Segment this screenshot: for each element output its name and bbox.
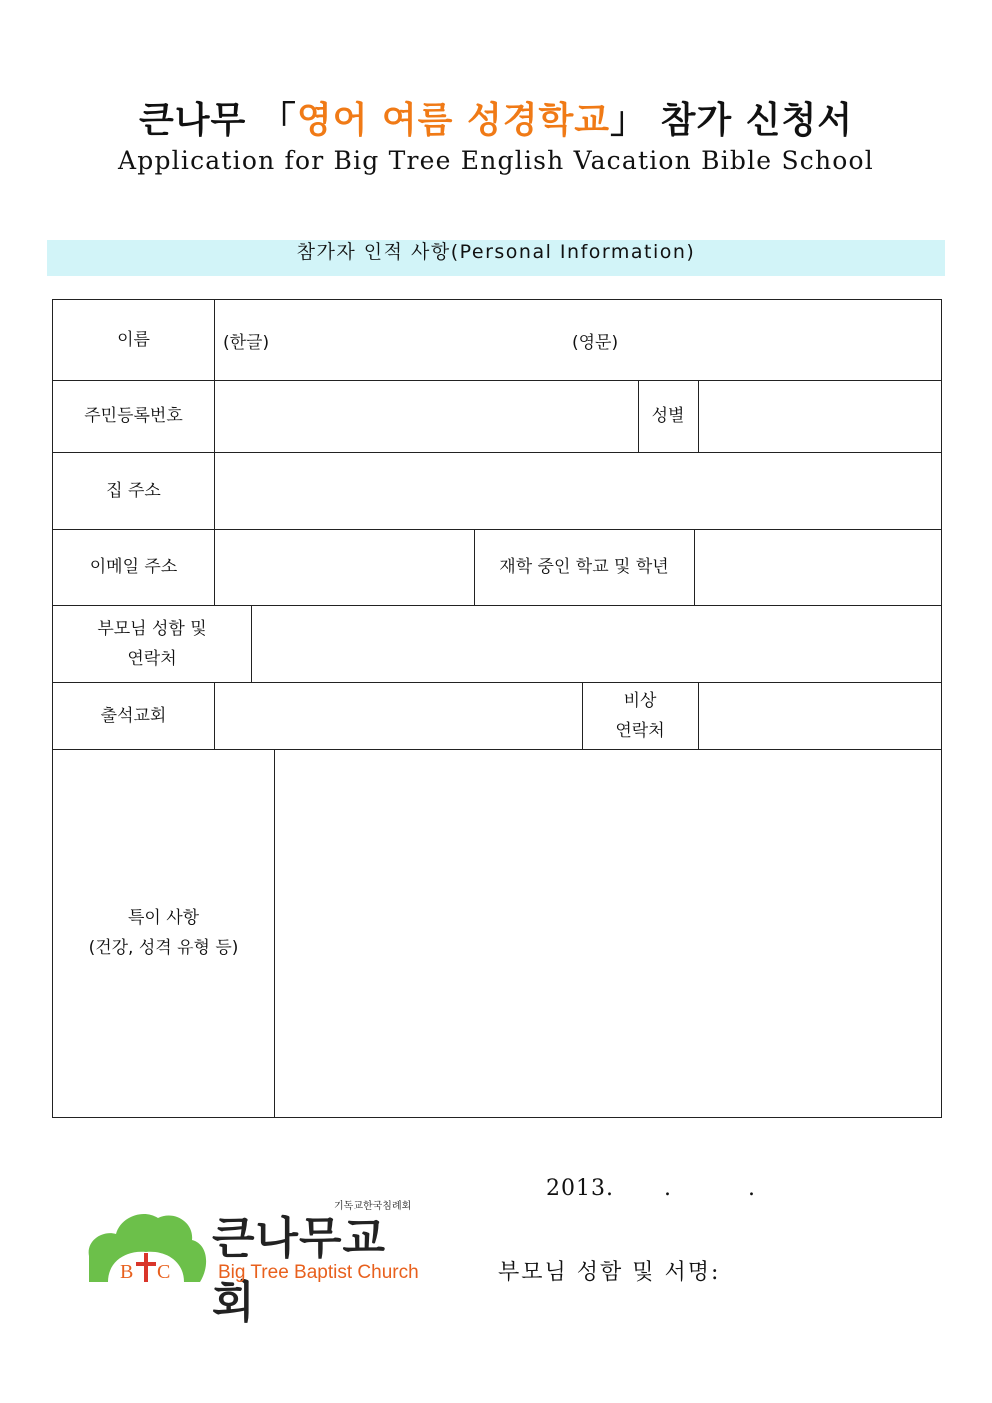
emergency-label — [582, 682, 698, 749]
address-label: 집 주소 — [106, 480, 161, 501]
rrn-field[interactable] — [215, 381, 638, 452]
email-label: 이메일 주소 — [89, 557, 178, 577]
title-prefix: 큰나무 「 — [138, 100, 297, 141]
logo-name-ko: 큰나무교회 — [212, 1213, 387, 1328]
name-label: 이름 — [117, 330, 150, 350]
tree-logo-icon — [84, 1196, 214, 1286]
notes-label-line2: (건강, 성격 유형 등) — [88, 938, 239, 958]
name-english-label: (영문) — [572, 333, 619, 353]
church-field[interactable] — [215, 683, 582, 749]
section-header: 참가자 인적 사항(Personal Information) — [47, 240, 945, 276]
emergency-label-line2: 연락처 — [615, 720, 665, 741]
notes-label — [53, 749, 274, 1117]
title-suffix: 」 참가 신청서 — [610, 100, 854, 141]
notes-field[interactable] — [275, 750, 941, 1117]
rrn-label: 주민등록번호 — [84, 406, 183, 426]
school-field[interactable] — [695, 530, 941, 605]
church-label: 출석교회 — [100, 705, 167, 726]
notes-label-line1: 특이 사항 — [127, 908, 200, 928]
date-year: 2013. — [546, 1176, 614, 1201]
email-field[interactable] — [215, 530, 474, 605]
form-title — [0, 92, 992, 143]
parent-label-line2: 연락처 — [127, 648, 177, 669]
emergency-label-line1: 비상 — [623, 690, 657, 711]
gender-field[interactable] — [699, 381, 941, 452]
emergency-field[interactable] — [699, 683, 941, 749]
name-korean-field[interactable] — [285, 308, 561, 372]
application-form — [52, 299, 942, 1118]
date-month-dot: . — [663, 1176, 672, 1201]
signature-label: 부모님 성함 및 서명: — [498, 1260, 721, 1285]
date-day-dot: . — [747, 1176, 756, 1201]
name-korean-label: (한글) — [223, 333, 270, 353]
logo-denomination: 기독교한국침례회 — [334, 1201, 412, 1212]
title-highlight: 영어 여름 성경학교 — [296, 100, 611, 141]
form-title-english: Application for Big Tree English Vacation Bible School — [118, 146, 874, 175]
address-field[interactable] — [215, 453, 941, 529]
svg-text:B: B — [120, 1261, 134, 1283]
gender-label: 성별 — [651, 406, 685, 426]
parent-label — [53, 605, 251, 682]
name-english-field[interactable] — [633, 308, 933, 372]
church-logo — [84, 1196, 424, 1328]
logo-name-en: Big Tree Baptist Church — [218, 1262, 419, 1283]
school-label: 재학 중인 학교 및 학년 — [499, 557, 669, 577]
parent-label-line1: 부모님 성함 및 — [97, 618, 207, 639]
date-line — [546, 1176, 756, 1201]
svg-text:C: C — [157, 1261, 171, 1283]
parent-field[interactable] — [252, 606, 941, 682]
